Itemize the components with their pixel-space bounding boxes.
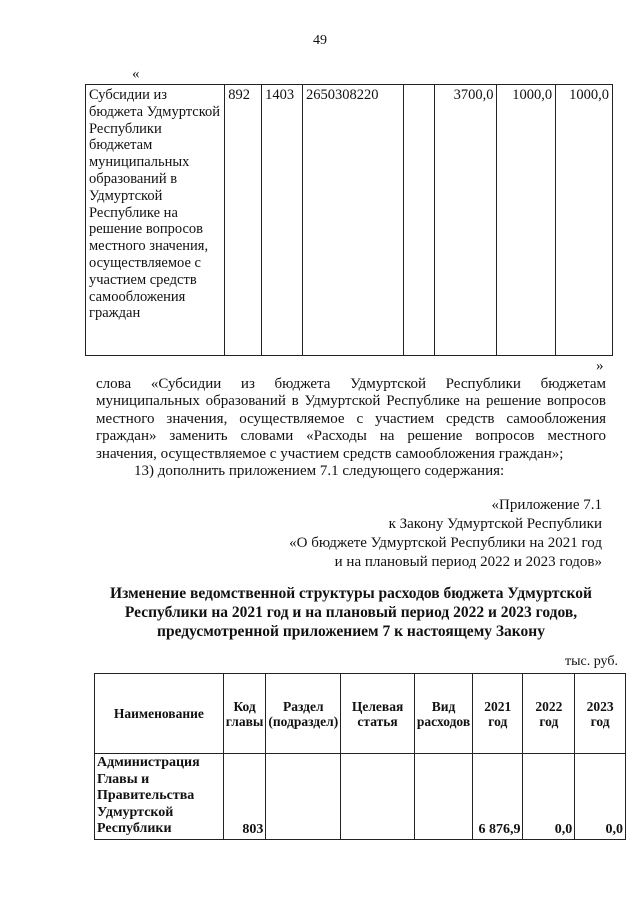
appendix-line: «О бюджете Удмуртской Республики на 2021 год — [289, 535, 602, 551]
table-row — [95, 754, 626, 840]
row-2023: 0,0 — [575, 754, 626, 840]
row-2021: 6 876,9 — [473, 754, 523, 840]
table-row — [86, 85, 613, 356]
paragraph-replace-words: слова «Субсидии из бюджета Удмуртской Республики бюджетам муниципальных образований в Удмуртской Республике на решение вопросов местного значения, осуществляемое с участием средств самообложения граждан» заменить словами «Расходы на решение вопросов местного значения, осуществляемое с участием средств самообложения граждан»; — [96, 376, 606, 462]
amendment-table — [85, 84, 613, 356]
section-cell: 1403 — [262, 85, 303, 356]
header-2022: 2022 год — [523, 674, 575, 754]
header-name: Наименование — [95, 674, 224, 754]
row-kind — [414, 754, 472, 840]
row-name: Администрация Главы и Правительства Удмуртской Республики — [95, 754, 224, 840]
kind-cell — [404, 85, 434, 356]
code-cell: 892 — [225, 85, 262, 356]
header-code: Код главы — [223, 674, 266, 754]
amendment-text — [96, 376, 606, 480]
row-target — [341, 754, 415, 840]
appendix-line: и на плановый период 2022 и 2023 годов» — [334, 554, 602, 570]
page-number: 49 — [313, 33, 327, 48]
expense-name: Субсидии из бюджета Удмуртской Республики бюджетам муниципальных образований в Удмуртской Республике на решение вопросов местного значения, осуществляемое с участием средств самообложения граждан — [86, 85, 225, 356]
row-section — [266, 754, 341, 840]
units-label: тыс. руб. — [565, 654, 618, 669]
value-2022: 1000,0 — [497, 85, 556, 356]
value-2023: 1000,0 — [556, 85, 613, 356]
section-heading: Изменение ведомственной структуры расходов бюджета Удмуртской Республики на 2021 год и на плановый период 2022 и 2023 годов, предусмотренной приложением 7 к настоящему Закону — [110, 585, 592, 640]
header-2021: 2021 год — [473, 674, 523, 754]
appendix-caption — [289, 496, 602, 572]
appendix-line: к Закону Удмуртской Республики — [388, 516, 602, 532]
header-2023: 2023 год — [575, 674, 626, 754]
header-target: Целевая статья — [341, 674, 415, 754]
paragraph-item-13: 13) дополнить приложением 7.1 следующего содержания: — [134, 463, 505, 480]
close-quote: » — [596, 358, 604, 374]
header-section: Раздел (подраздел) — [266, 674, 341, 754]
table-header-row — [95, 674, 626, 754]
header-kind: Вид расходов — [414, 674, 472, 754]
row-code: 803 — [223, 754, 266, 840]
open-quote: « — [132, 66, 140, 82]
appendix-line: «Приложение 7.1 — [491, 497, 602, 513]
value-2021: 3700,0 — [434, 85, 497, 356]
structure-table — [94, 673, 626, 840]
row-2022: 0,0 — [523, 754, 575, 840]
target-cell: 2650308220 — [302, 85, 403, 356]
